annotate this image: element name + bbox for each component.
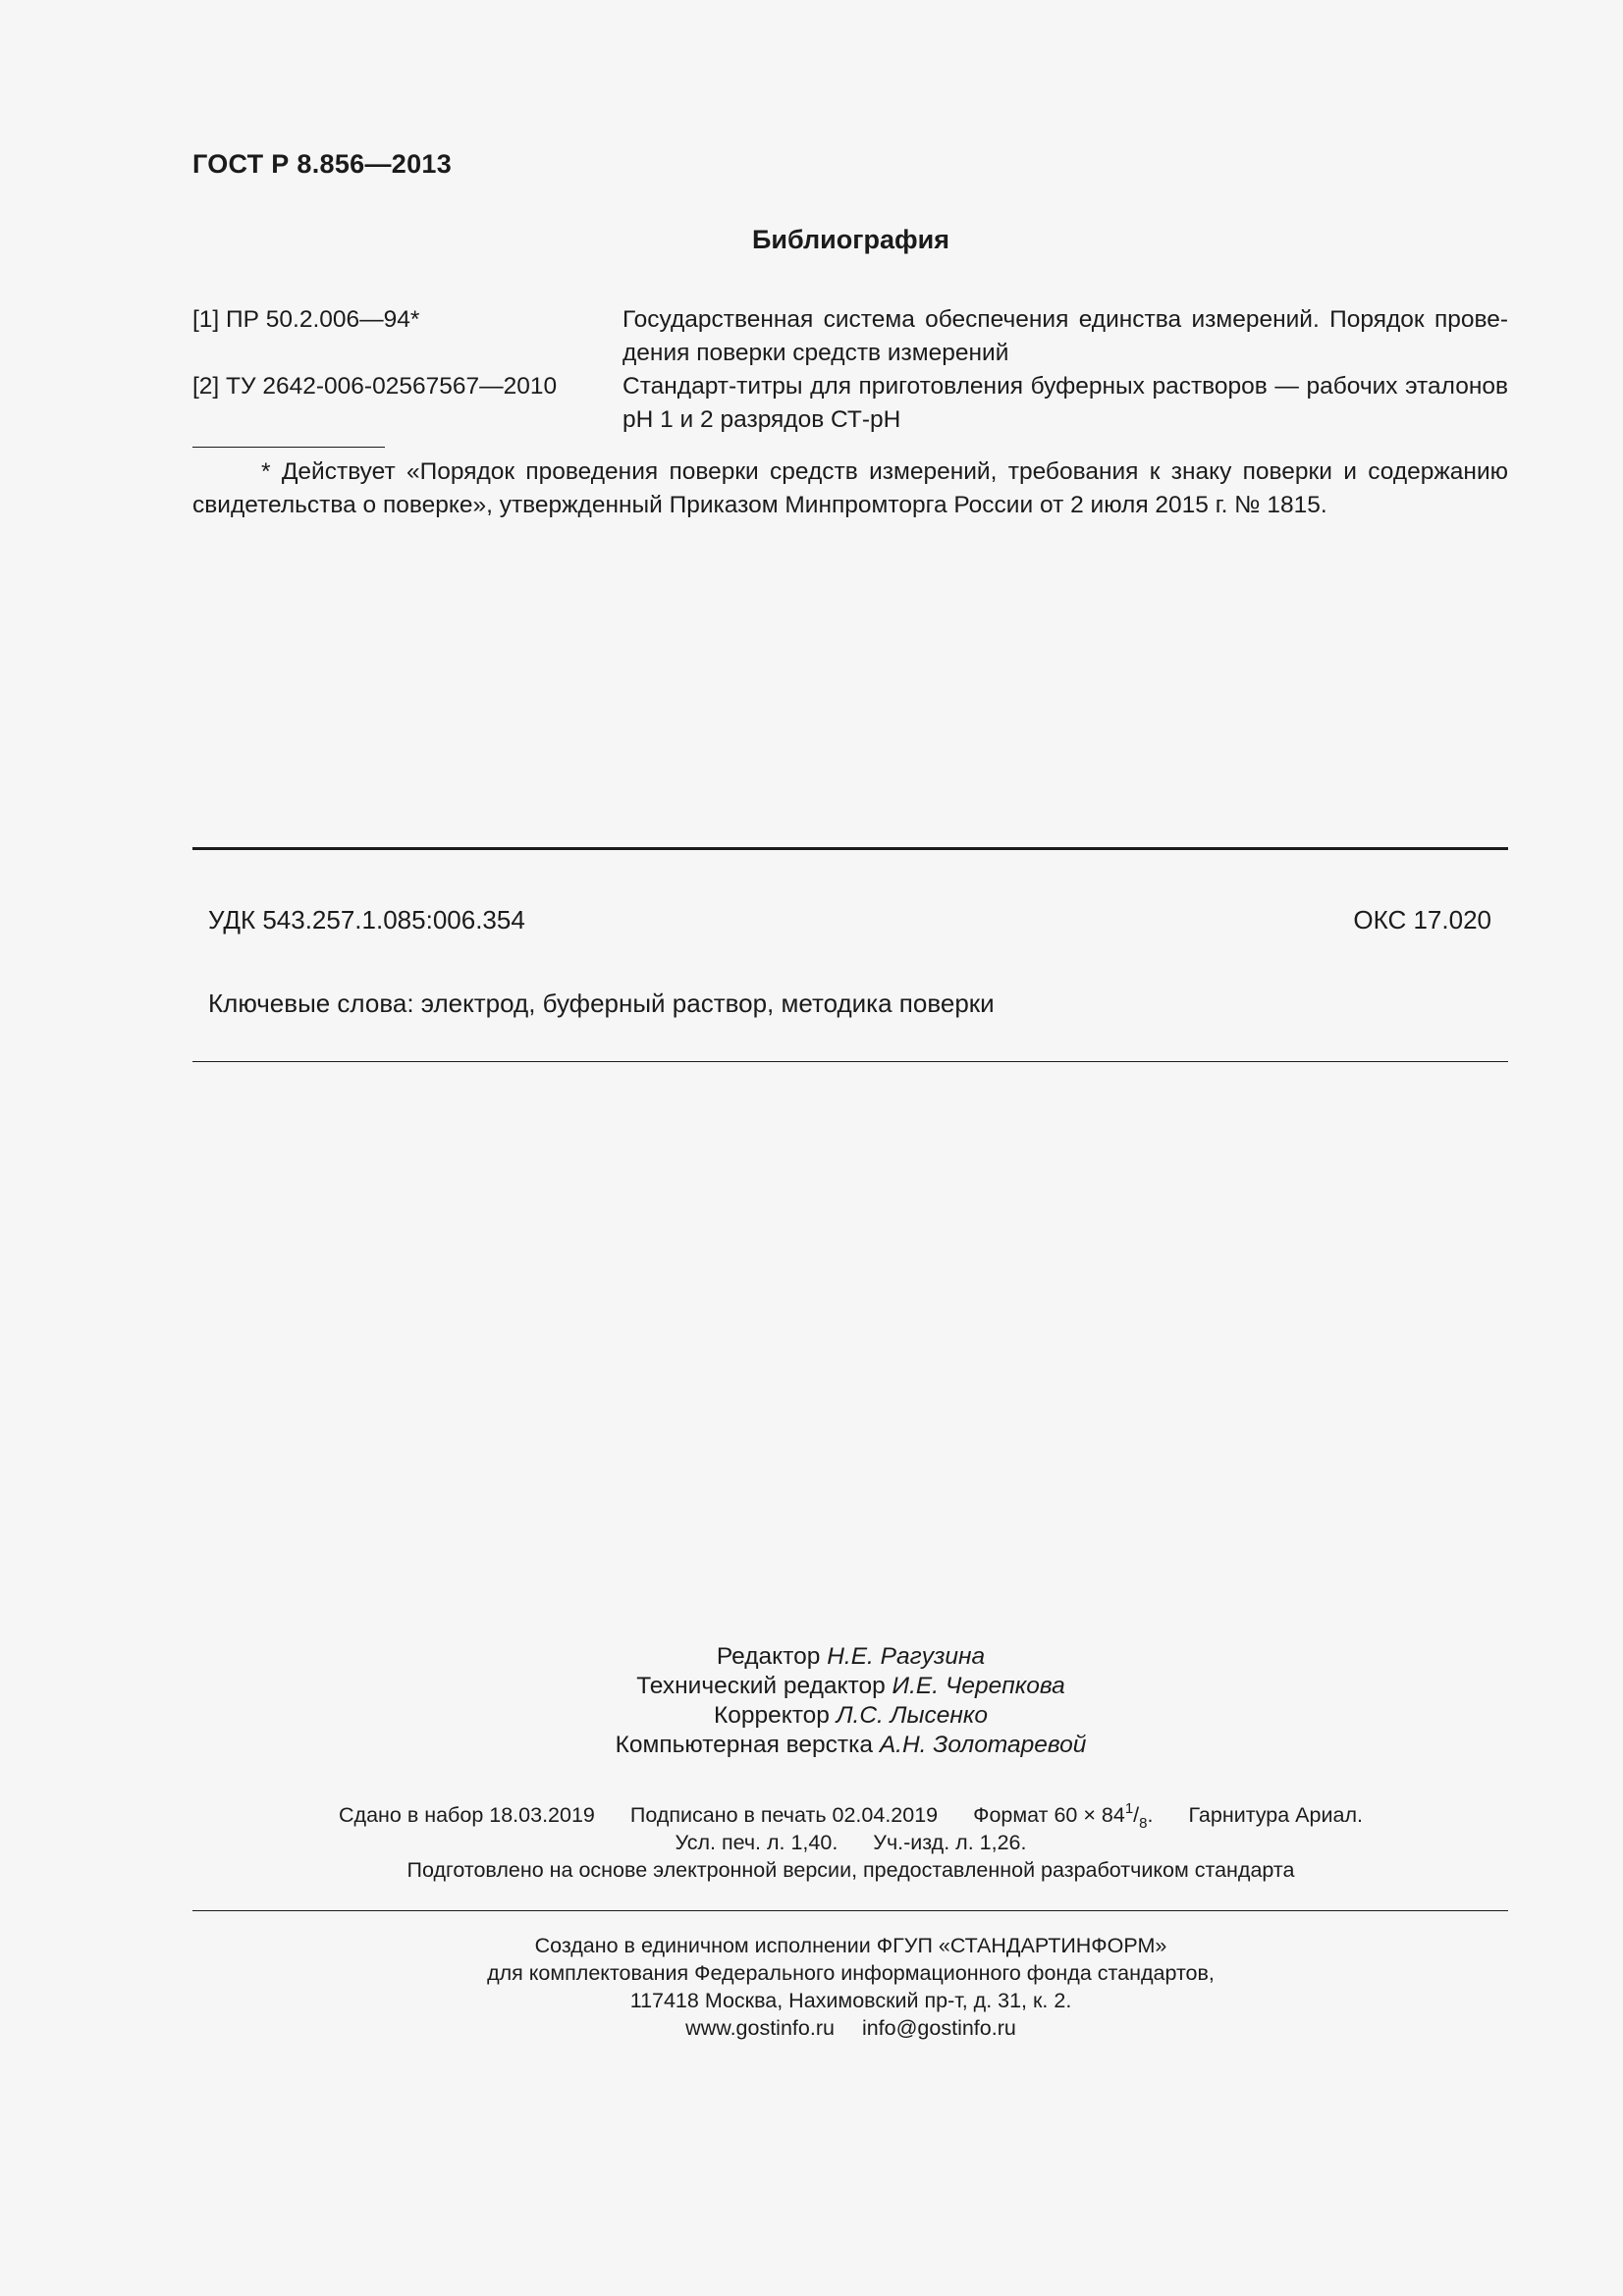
- oks-code: ОКС 17.020: [1353, 905, 1491, 934]
- editor-line: [0, 1731, 1623, 1760]
- standard-code: ГОСТ Р 8.856—2013: [192, 149, 453, 179]
- classification-bottom-rule: [192, 1061, 1508, 1062]
- publisher-contacts: [0, 2014, 1623, 2042]
- editor-line: [0, 1642, 1623, 1672]
- publisher-line: Создано в единичном исполнении ФГУП «СТАНДАРТИНФОРМ»: [534, 1934, 1167, 1957]
- editor-name: Н.Е. Рагузина: [827, 1643, 986, 1670]
- prepared-note: Подготовлено на основе электронной версии, предоставленной разработчиком стандарта: [406, 1858, 1295, 1882]
- editor-role: Технический редактор: [636, 1673, 886, 1699]
- editor-role: Корректор: [713, 1702, 830, 1729]
- bibliography-description: Государственная система обеспечения единства измерений. Порядок проведения поверки средств измерений: [622, 306, 1508, 366]
- bibliography-entry: [192, 370, 1508, 437]
- keywords: Ключевые слова: электрод, буферный раствор, методика поверки: [208, 988, 995, 1018]
- editors-block: [0, 1642, 1623, 1760]
- print-sheets: Усл. печ. л. 1,40.: [675, 1831, 839, 1854]
- bibliography-entry: [192, 303, 1508, 370]
- bibliography-ref: [2] ТУ 2642-006-02567567—2010: [192, 373, 558, 400]
- typeface: Гарнитура Ариал.: [1188, 1803, 1363, 1827]
- email-link[interactable]: info@gostinfo.ru: [861, 2016, 1016, 2040]
- udk-code: УДК 543.257.1.085:006.354: [208, 905, 525, 934]
- bibliography-list: [192, 303, 1508, 437]
- editor-role: Компьютерная верстка: [615, 1732, 874, 1758]
- website-link[interactable]: www.gostinfo.ru: [685, 2016, 835, 2040]
- print-info-line: [0, 1800, 1623, 1832]
- publisher-line: для комплектования Федерального информационного фонда стандартов,: [487, 1961, 1215, 1985]
- publisher-address: 117418 Москва, Нахимовский пр-т, д. 31, к. 2.: [629, 1989, 1072, 2012]
- editor-line: [0, 1672, 1623, 1701]
- editor-name: Л.С. Лысенко: [836, 1702, 989, 1729]
- print-info-line: [0, 1829, 1623, 1856]
- paper-format: Формат $60 \times 84^1/_8$.: [973, 1800, 1154, 1832]
- publisher-block: [0, 1932, 1623, 2042]
- bibliography-title: Библиография: [752, 225, 949, 254]
- editor-line: [0, 1701, 1623, 1731]
- print-info: [0, 1801, 1623, 1884]
- bibliography-description: Стандарт-титры для приготовления буферных растворов — рабочих эталонов рН 1 и 2 разрядов СТ-рН: [622, 373, 1508, 433]
- publishing-sheets: Уч.-изд. л. 1,26.: [873, 1831, 1027, 1854]
- signed-date: Подписано в печать 02.04.2019: [629, 1803, 939, 1827]
- bibliography-ref: [1] ПР 50.2.006—94*: [192, 306, 420, 333]
- submitted-date: Сдано в набор 18.03.2019: [339, 1803, 595, 1827]
- editor-name: А.Н. Золотаревой: [879, 1732, 1087, 1758]
- footnote-divider: [192, 447, 385, 448]
- editor-role: Редактор: [716, 1643, 821, 1670]
- editor-name: И.Е. Черепкова: [892, 1673, 1065, 1699]
- publisher-rule: [192, 1910, 1508, 1911]
- classification-top-rule: [192, 847, 1508, 850]
- footnote: * Действует «Порядок проведения поверки средств измерений, требования к знаку поверки и содержанию свидетельства о поверке», утвержденный Приказом Минпромторга России от 2 июля 2015 г. № 1815.: [192, 458, 1508, 518]
